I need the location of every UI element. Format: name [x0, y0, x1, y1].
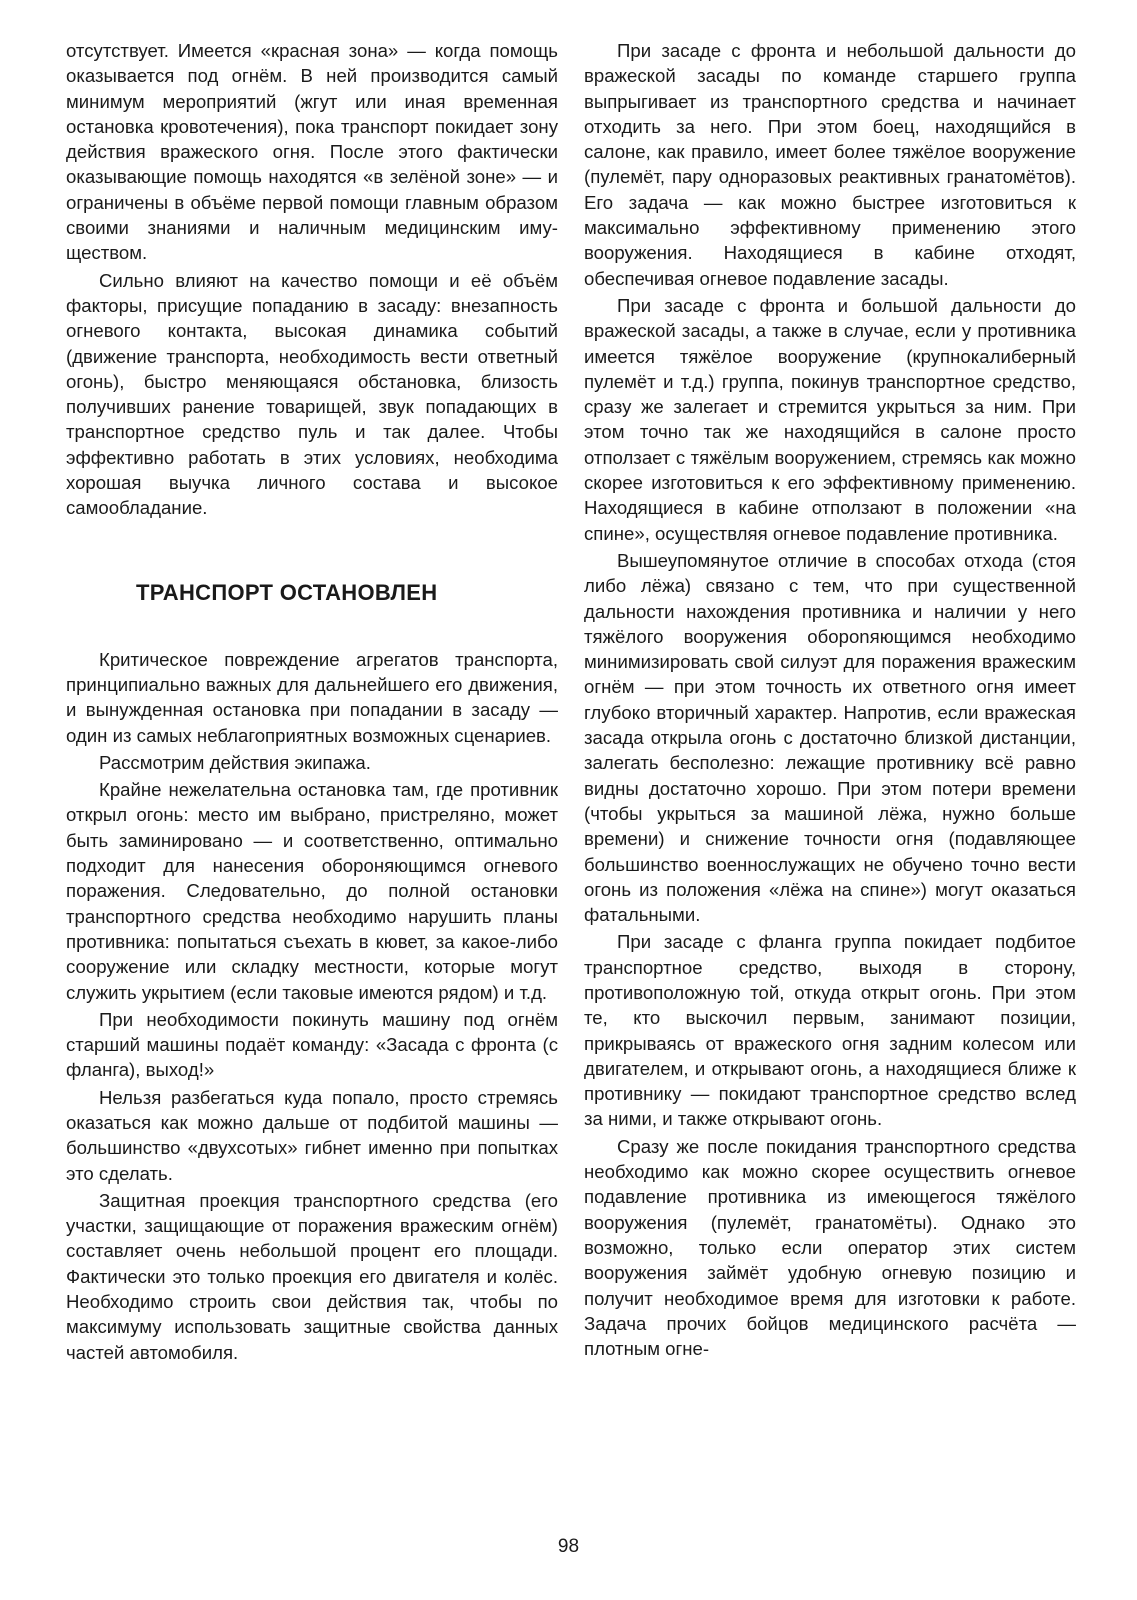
- paragraph: Крайне нежелательна остановка там, где противник открыл огонь: место им выбрано, пристреляно, может быть заминировано — и соответственно, оптимально подходит для нанесения обороняющимся огневого поражения. Следовательно, до полной остановки транспортного средства необходимо нарушить планы противника: попытаться съехать в кювет, за какое-либо сооружение или складку местности, которые могут служить укрытием (если таковые имеются рядом) и т.д.: [66, 779, 558, 1003]
- paragraph: Защитная проекция транспортного средства (его участки, защищающие от поражения вражеским огнём) составляет очень небольшой процент его площади. Фактически это только проекция его двигателя и колёс. Необходимо строить свои действия так, чтобы по максимуму использовать защитные свойства данных частей автомобиля.: [66, 1189, 558, 1363]
- paragraph: При необходимости покинуть машину под огнём старший машины подаёт команду: «Засада с фронта (с фланга), выход!»: [66, 1008, 558, 1081]
- paragraph: Сильно влияют на качество помощи и её объём факторы, присущие попаданию в засаду: внезапность огневого контакта, высокая динамика событий (движение транспорта, необходимость вести ответный огонь), быстро меняющаяся обстановка, близость получивших ранение товарищей, звук попадающих в транспортное средство пуль и так далее. Чтобы эффективно работать в этих условиях, необходима хорошая выучка личного состава и высокое самообладание.: [66, 269, 558, 519]
- section-heading: ТРАНСПОРТ ОСТАНОВЛЕН: [136, 579, 438, 605]
- paragraph: Вышеупомянутое отличие в способах отхода (стоя либо лёжа) связано с тем, что при существенной дальности нахождения противника и наличии у него тяжёлого вооружения оборonяющимся необходимо минимизировать свой силуэт для поражения вражеским огнём — при этом точность их ответного огня имеет глубоко вторичный характер. Напротив, если вражеская засада открыла огонь с достаточно близкой дистанции, залегать бесполезно: лежащие противнику всё равно видны достаточно хорошо. При этом потери времени (чтобы укрыться за машиной лёжа, нужно больше времени) и снижение точности огня (подавляющее большинство военнослужащих не обучено точно вести огонь из положения «лёжа на спине») могут оказаться фатальными.: [584, 549, 1076, 926]
- page-number: 98: [557, 1536, 580, 1557]
- right-column: [584, 38, 1076, 1363]
- left-column: [66, 38, 558, 1367]
- paragraph: При засаде с фронта и небольшой дальности до вражеской засады по команде старшего группа выпрыгивает из транспортного средства и начинает отходить за него. При этом боец, находящийся в салоне, как правило, имеет более тяжёлое вооружение (пулемёт, пару одноразовых реактивных гранатомётов). Его задача — как можно быстрее изготовиться к максимально эффективному применению этого вооружения. Находящиеся в кабине отходят, обеспечивая огневое подавление засады.: [584, 40, 1076, 289]
- paragraph: При засаде с фронта и большой дальности до вражеской засады, а также в случае, если у противника имеется тяжёлое вооружение (крупнокалиберный пулемёт и т.д.) группа, покинув транспортное средство, сразу же залегает и стремится укрыться за ним. При этом точно так же находящийся в салоне просто отползает с тяжёлым вооружением, стремясь как можно скорее изготовиться к его эффективному применению. Находящиеся в кабине отползают в положении «на спине», осуществляя огневое подавление противника.: [584, 294, 1076, 544]
- paragraph: Сразу же после покидания транспортного средства необходимо как можно скорее осуществить огневое подавление противника из имеющегося тяжёлого вооружения (пулемёт, гранатомёты). Однако это возможно, только если оператор этих систем вооружения займёт удобную огневую позицию и получит необходимое время для изготовки к работе. Задача прочих бойцов медицинского расчёта — плотным огне-: [584, 1135, 1076, 1360]
- paragraph: При засаде с фланга группа покидает подбитое транспортное средство, выходя в сторону, противоположную той, откуда открыт огонь. При этом те, кто выскочил первым, занимают позиции, прикрываясь от вражеского огня задним колесом или двигателем, и открывают огонь, а находящиеся ближе к противнику — покидают транспортное средство вслед за ними, и также открывают огонь.: [584, 931, 1076, 1130]
- paragraph: Нельзя разбегаться куда попало, просто стремясь оказаться как можно дальше от подбитой машины — большинство «двухсотых» гибнет именно при попытках это сделать.: [66, 1086, 558, 1184]
- paragraph: Критическое повреждение агрегатов транспорта, принципиально важных для дальнейшего его движения, и вынужденная остановка при попадании в засаду — один из самых неблагоприятных возможных сценариев.: [66, 648, 558, 746]
- paragraph: Рассмотрим действия экипажа.: [99, 751, 371, 773]
- paragraph: отсутствует. Имеется «красная зона» — когда помощь оказывается под огнём. В ней производится самый минимум мероприятий (жгут или иная временная остановка кровотечения), пока транспорт покидает зону действия вражеского огня. После этого фактически оказывающие помощь находятся «в зелёной зоне» — и ограничены в объёме первой помощи главным образом своими знаниями и наличным медицинским имуществом.: [66, 40, 558, 264]
